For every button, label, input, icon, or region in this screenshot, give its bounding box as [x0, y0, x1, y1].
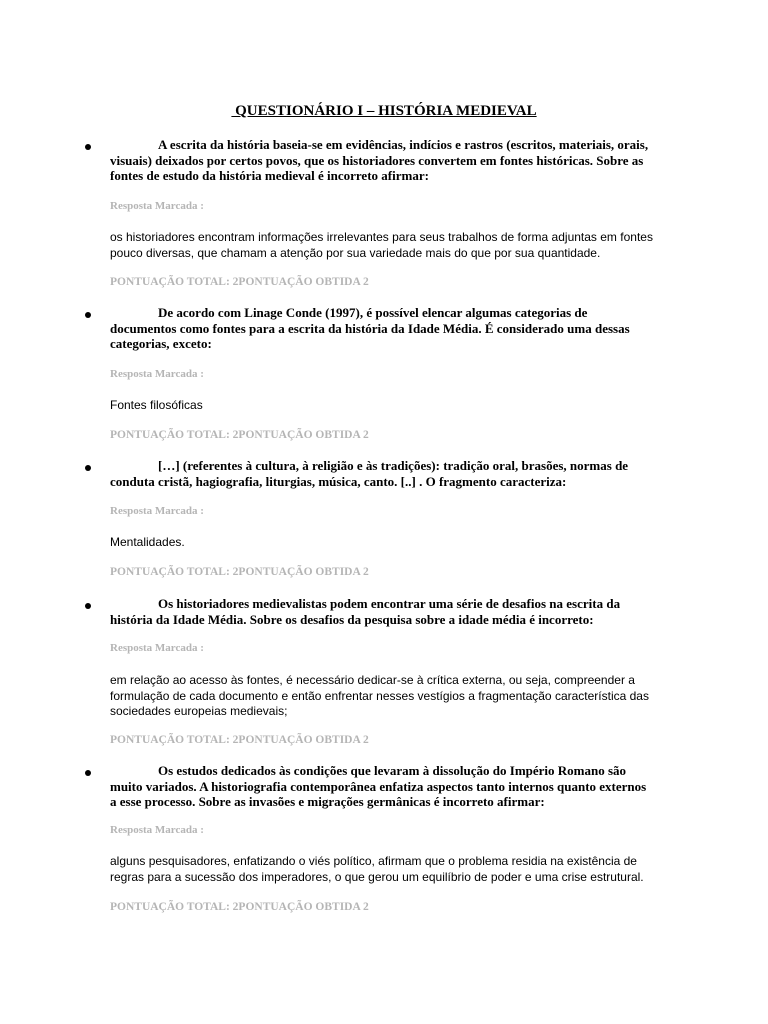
score-text: PONTUAÇÃO TOTAL: 2PONTUAÇÃO OBTIDA 2 — [110, 429, 369, 441]
bullet-icon — [85, 144, 91, 150]
bullet-icon — [85, 770, 91, 776]
marked-answer-text: em relação ao acesso às fontes, é necessário dedicar-se à crítica externa, ou seja, compreender a formulação de cada documento e então enfrentar nesses vestígios a fragmentação característica das sociedades europeias medievais; — [110, 673, 649, 718]
marked-answer-label: Resposta Marcada : — [110, 824, 204, 836]
page-title: QUESTIONÁRIO I – HISTÓRIA MEDIEVAL — [231, 103, 537, 119]
bullet-icon — [85, 603, 91, 609]
marked-answer-label: Resposta Marcada : — [110, 368, 204, 380]
question-prompt: Os historiadores medievalistas podem encontrar uma série de desafios na escrita da história da Idade Média. Sobre os desafios da pesquisa sobre a idade média é incorreto: — [110, 596, 621, 627]
score-text: PONTUAÇÃO TOTAL: 2PONTUAÇÃO OBTIDA 2 — [110, 276, 369, 288]
question-prompt: A escrita da história baseia-se em evidências, indícios e rastros (escritos, materiais, orais, visuais) deixados por certos povos, que os historiadores convertem em fontes históricas. Sobre as fontes de estudo da história medieval é incorreto afirmar: — [110, 137, 649, 183]
bullet-icon — [85, 465, 91, 471]
question-prompt: De acordo com Linage Conde (1997), é possível elencar algumas categorias de documentos como fontes para a escrita da história da Idade Média. É considerado uma dessas categorias, exceto: — [110, 305, 630, 351]
marked-answer-text: Fontes filosóficas — [110, 398, 203, 412]
question-prompt: […] (referentes à cultura, à religião e às tradições): tradição oral, brasões, normas de conduta cristã, hagiografia, liturgias, música, canto. [..] . O fragmento caracteriza: — [110, 458, 629, 489]
marked-answer-text: os historiadores encontram informações irrelevantes para seus trabalhos de forma adjuntas em fontes pouco diversas, que chamam a atenção por sua variedade mais do que por sua quantidade. — [110, 230, 653, 260]
marked-answer-text: alguns pesquisadores, enfatizando o viés político, afirmam que o problema residia na existência de regras para a sucessão dos imperadores, o que gerou um equilíbrio de poder e uma crise estrutural. — [110, 854, 644, 884]
marked-answer-text: Mentalidades. — [110, 535, 185, 549]
question-prompt: Os estudos dedicados às condições que levaram à dissolução do Império Romano são muito variados. A historiografia contemporânea enfatiza aspectos tanto internos quanto externos a esse processo. Sobre as invasões e migrações germânicas é incorreto afirmar: — [110, 763, 647, 809]
score-text: PONTUAÇÃO TOTAL: 2PONTUAÇÃO OBTIDA 2 — [110, 901, 369, 913]
score-text: PONTUAÇÃO TOTAL: 2PONTUAÇÃO OBTIDA 2 — [110, 566, 369, 578]
marked-answer-label: Resposta Marcada : — [110, 642, 204, 654]
marked-answer-label: Resposta Marcada : — [110, 505, 204, 517]
score-text: PONTUAÇÃO TOTAL: 2PONTUAÇÃO OBTIDA 2 — [110, 734, 369, 746]
marked-answer-label: Resposta Marcada : — [110, 200, 204, 212]
bullet-icon — [85, 312, 91, 318]
